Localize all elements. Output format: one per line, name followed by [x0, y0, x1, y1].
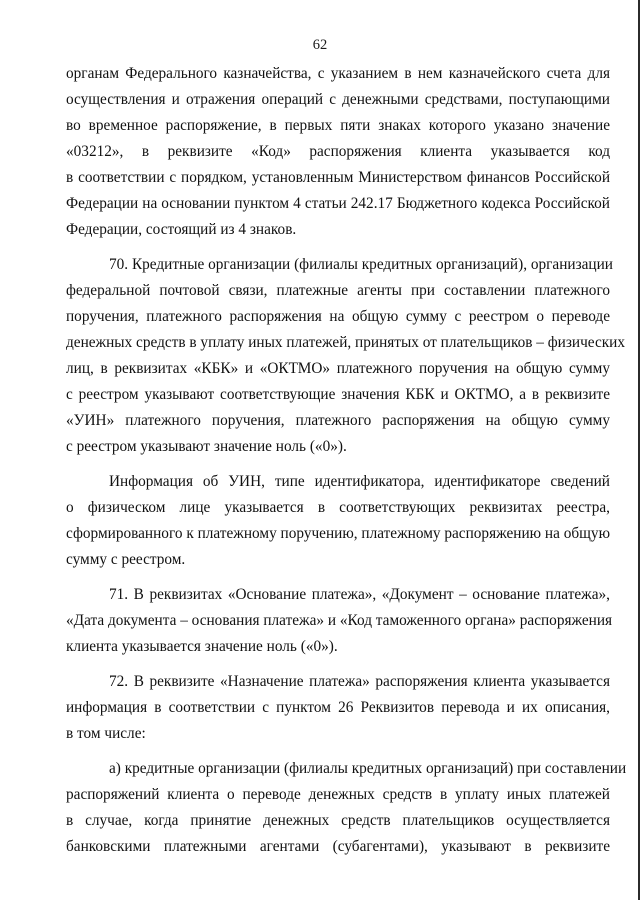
text-line: Федерации, состоящий из 4 знаков. — [66, 221, 297, 238]
paragraph — [66, 252, 626, 460]
text-line: сумму с реестром. — [66, 551, 186, 568]
paragraph — [66, 61, 610, 243]
text-line: в случае, когда принятие денежных средств плательщиков осуществляется — [66, 812, 610, 829]
text-line: поручения, платежного распоряжения на общую сумму с реестром о переводе — [66, 308, 610, 325]
text-line: «Дата документа – основания платежа» и «Код таможенного органа» распоряжения — [66, 612, 613, 629]
text-line: лиц, в реквизитах «КБК» и «ОКТМО» платежного поручения на общую сумму — [66, 360, 610, 377]
text-line: органам Федерального казначейства, с указанием в нем казначейского счета для — [66, 65, 610, 82]
text-line: в том числе: — [66, 725, 146, 742]
page-number: 62 — [312, 37, 328, 53]
paragraph-gap — [66, 747, 610, 756]
paragraph-gap — [66, 243, 610, 252]
text-line: в соответствии с порядком, установленным Министерством финансов Российской — [66, 169, 610, 186]
text-line: банковскими платежными агентами (субагентами), указывают в реквизите — [66, 838, 610, 855]
paragraph — [66, 582, 613, 660]
text-line: с реестром указывают соответствующие значения КБК и ОКТМО, а в реквизите — [66, 386, 610, 403]
text-line: во временное распоряжение, в первых пяти знаках которого указано значение — [66, 117, 610, 134]
document-body — [66, 61, 627, 860]
text-line: федеральной почтовой связи, платежные агенты при составлении платежного — [66, 282, 610, 299]
text-line: а) кредитные организации (филиалы кредитных организаций) при составлении — [109, 760, 627, 777]
text-line: о физическом лице указывается в соответствующих реквизитах реестра, — [66, 499, 610, 516]
text-line: 70. Кредитные организации (филиалы кредитных организаций), организации — [109, 256, 613, 273]
text-line: Федерации на основании пунктом 4 статьи 242.17 Бюджетного кодекса Российской — [66, 195, 610, 212]
text-line: «УИН» платежного поручения, платежного распоряжения на общую сумму — [66, 412, 610, 429]
paragraph — [66, 756, 627, 860]
text-line: 72. В реквизите «Назначение платежа» распоряжения клиента указывается — [109, 673, 610, 690]
text-line: осуществления и отражения операций с денежными средствами, поступающими — [66, 91, 610, 108]
text-line: с реестром указывают значение ноль («0»). — [66, 438, 347, 455]
paragraph-gap — [66, 573, 610, 582]
text-line: распоряжений клиента о переводе денежных средств в уплату иных платежей — [66, 786, 610, 803]
text-line: информация в соответствии с пунктом 26 Реквизитов перевода и их описания, — [66, 699, 610, 716]
text-line: 71. В реквизитах «Основание платежа», «Документ – основание платежа», — [109, 586, 610, 603]
paragraph-gap — [66, 660, 610, 669]
text-line: денежных средств в уплату иных платежей, принятых от плательщиков – физических — [66, 334, 626, 351]
paragraph-gap — [66, 460, 610, 469]
text-line: клиента указывается значение ноль («0»). — [66, 638, 338, 655]
text-line: сформированного к платежному поручению, платежному распоряжению на общую — [66, 525, 610, 542]
text-line: «03212», в реквизите «Код» распоряжения клиента указывается код — [66, 143, 610, 160]
text-line: Информация об УИН, типе идентификатора, идентификаторе сведений — [109, 473, 610, 490]
paragraph — [66, 669, 610, 747]
paragraph — [66, 469, 610, 573]
